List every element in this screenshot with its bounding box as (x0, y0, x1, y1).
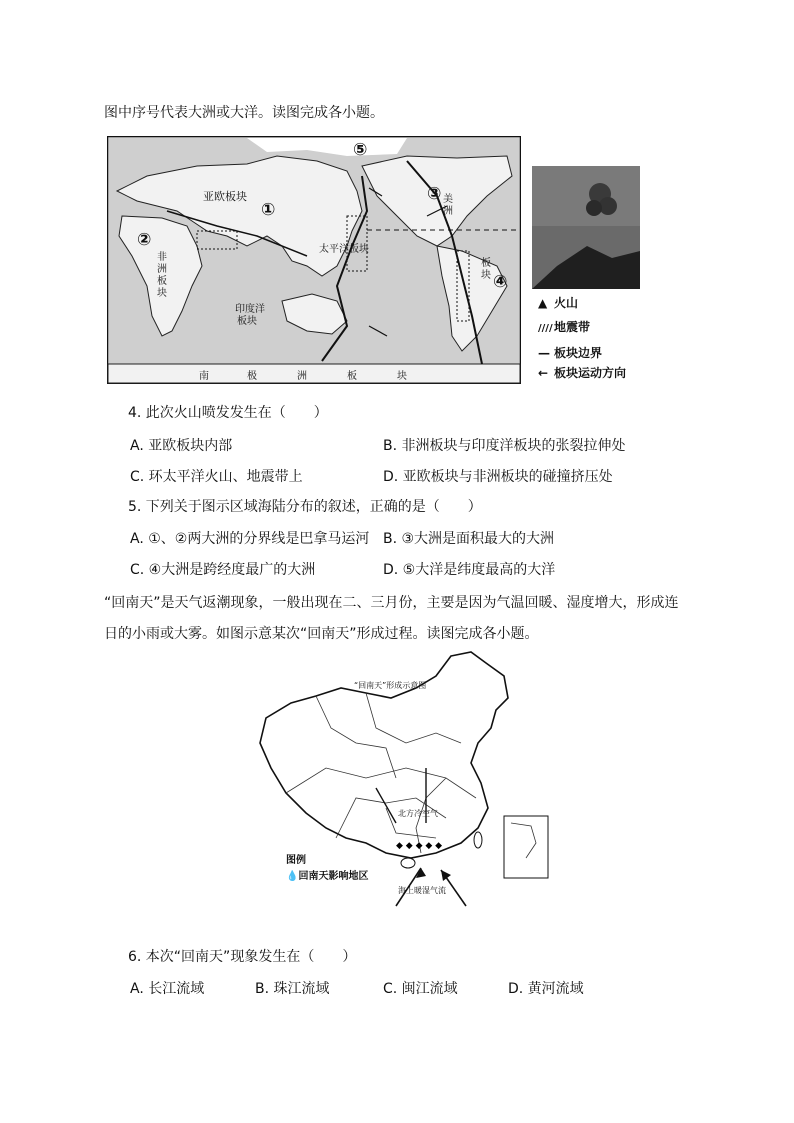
q6-option-a[interactable]: A. 长江流域 (130, 981, 205, 997)
label-africa-1: 非 (157, 252, 167, 263)
intro-text-1: 图中序号代表大洲或大洋。读图完成各小题。 (104, 105, 384, 121)
q5-stem: 5. 下列关于图示区域海陆分布的叙述，正确的是（ ） (128, 499, 482, 515)
label-warm-air: 海上暖湿气流 (398, 886, 446, 895)
q4-option-c[interactable]: C. 环太平洋火山、地震带上 (130, 469, 303, 485)
plate-map (107, 136, 521, 384)
q5-option-c[interactable]: C. ④大洲是跨经度最广的大洲 (130, 562, 316, 578)
china-map (246, 648, 552, 910)
label-antarctic-3: 洲 (297, 371, 307, 382)
legend-motion: ← 板块运动方向 (538, 366, 627, 380)
legend-volcano: ▲ 火山 (538, 296, 579, 310)
q4-option-a[interactable]: A. 亚欧板块内部 (130, 438, 233, 454)
raindrop-icon: 💧 (286, 871, 299, 882)
intro-text-2b: 日的小雨或大雾。如图示意某次“回南天”形成过程。读图完成各小题。 (104, 626, 539, 642)
china-legend-item: 💧回南天影响地区 (286, 871, 369, 882)
label-cold-air: 北方冷空气 (398, 809, 438, 818)
label-indian-1: 印度洋 (235, 304, 265, 315)
china-map-title: “回南天”形成示意图 (354, 681, 427, 690)
marker-3: ③ (427, 184, 442, 204)
label-africa-4: 块 (157, 288, 167, 299)
legend-quake: ////地震带 (538, 320, 591, 334)
q4-stem: 4. 此次火山喷发发生在（ ） (128, 405, 328, 421)
q4-option-d[interactable]: D. 亚欧板块与非洲板块的碰撞挤压处 (383, 469, 613, 485)
volcano-icon: ▲ (538, 296, 548, 310)
label-america-4: 块 (481, 270, 491, 281)
marker-5: ⑤ (353, 140, 368, 160)
label-antarctic-4: 板 (347, 371, 357, 382)
svg-text:◆ ◆ ◆ ◆ ◆: ◆ ◆ ◆ ◆ ◆ (396, 841, 443, 851)
label-antarctic-2: 极 (247, 371, 257, 382)
q4-option-b[interactable]: B. 非洲板块与印度洋板块的张裂拉伸处 (383, 438, 626, 454)
boundary-line-icon: — (538, 346, 550, 360)
volcano-photo-drawing (532, 166, 640, 289)
volcano-photo (532, 166, 640, 289)
label-indian-2: 板块 (237, 316, 257, 327)
label-eurasia: 亚欧板块 (203, 190, 247, 203)
arrow-left-icon: ← (538, 366, 549, 380)
hatch-icon: //// (538, 323, 553, 334)
map-legend (538, 294, 678, 384)
q5-option-b[interactable]: B. ③大洲是面积最大的大洲 (383, 531, 555, 547)
q5-option-d[interactable]: D. ⑤大洋是纬度最高的大洋 (383, 562, 556, 578)
intro-text-2a: “回南天”是天气返潮现象，一般出现在二、三月份，主要是因为气温回暖、湿度增大，形成连 (104, 595, 679, 611)
legend-boundary: — 板块边界 (538, 346, 603, 360)
plate-map-drawing (107, 136, 521, 384)
marker-1: ① (261, 200, 276, 220)
label-pacific: 太平洋板块 (319, 244, 369, 255)
q6-stem: 6. 本次“回南天”现象发生在（ ） (128, 949, 357, 965)
china-legend-title: 图例 (286, 855, 306, 866)
marker-4: ④ (493, 272, 508, 292)
label-antarctic-5: 块 (397, 371, 407, 382)
q6-option-c[interactable]: C. 闽江流域 (383, 981, 458, 997)
marker-2: ② (137, 230, 152, 250)
q6-option-d[interactable]: D. 黄河流域 (508, 981, 584, 997)
label-america-1: 美 (443, 194, 453, 205)
label-america-2: 洲 (443, 206, 453, 217)
label-africa-3: 板 (157, 276, 167, 287)
label-antarctic-1: 南 (199, 371, 209, 382)
q6-option-b[interactable]: B. 珠江流域 (255, 981, 330, 997)
label-america-3: 板 (481, 258, 491, 269)
label-africa-2: 洲 (157, 264, 167, 275)
q5-option-a[interactable]: A. ①、②两大洲的分界线是巴拿马运河 (130, 531, 370, 547)
